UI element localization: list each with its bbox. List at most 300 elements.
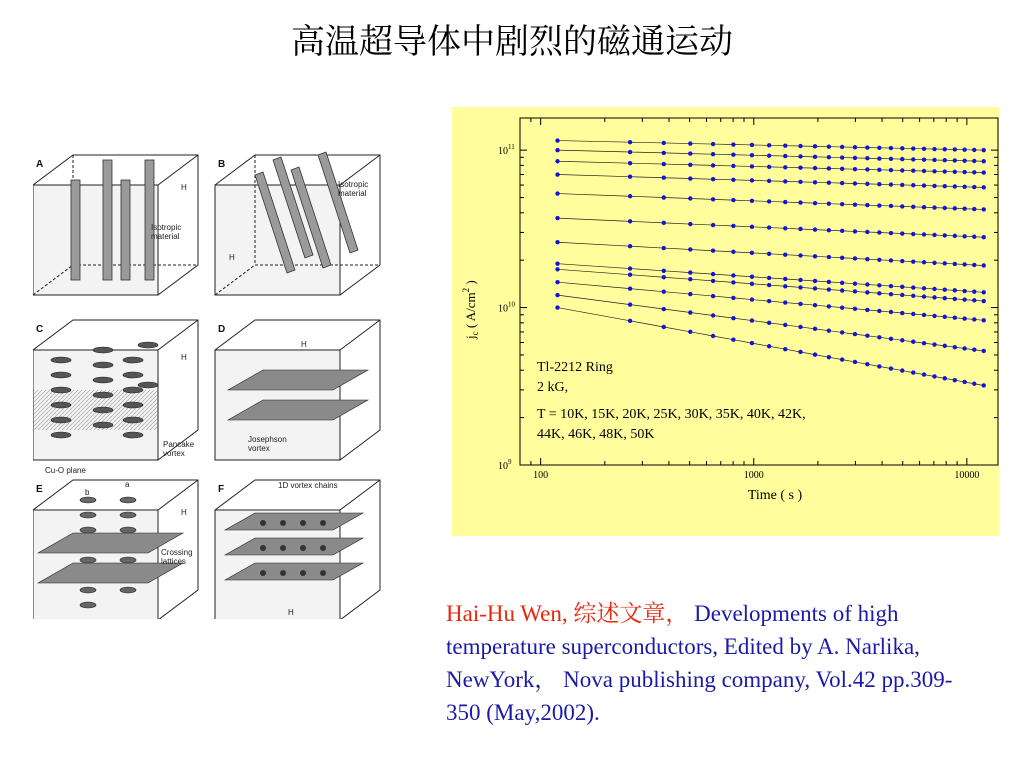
svg-text:Tl-2212 Ring: Tl-2212 Ring [537,360,613,375]
svg-text:44K, 46K, 48K, 50K: 44K, 46K, 48K, 50K [537,427,655,442]
data-point [767,321,771,325]
data-point [662,221,666,225]
data-point [889,182,893,186]
data-point [932,147,936,151]
panel-letter-b: B [218,159,226,170]
data-point [711,294,715,298]
data-point [972,382,976,386]
data-point [911,259,915,263]
y-axis-label: $j_c$ ( $A/cm^2$ ) [461,280,480,339]
data-point [953,234,957,238]
data-point [827,304,831,308]
data-point [628,302,632,306]
data-point [688,277,692,281]
data-point [922,157,926,161]
data-point [662,289,666,293]
data-point [877,258,881,262]
data-point [982,263,986,267]
panel-letter-c: C [36,324,44,335]
data-point [840,167,844,171]
data-point [932,314,936,318]
data-point [840,281,844,285]
data-point [798,200,802,204]
svg-text:2 kG,: 2 kG, [537,380,569,395]
data-point [982,235,986,239]
data-point [943,147,947,151]
data-point [853,145,857,149]
data-point [628,244,632,248]
data-point [688,141,692,145]
data-point [750,143,754,147]
data-point [798,227,802,231]
data-point [865,230,869,234]
data-point [865,203,869,207]
data-point [731,273,735,277]
data-point [750,282,754,286]
data-point [911,370,915,374]
series-11 [555,305,986,387]
data-point [932,184,936,188]
data-point [922,372,926,376]
data-point [932,169,936,173]
data-point [750,318,754,322]
data-point [900,368,904,372]
data-point [911,232,915,236]
data-point [889,258,893,262]
series-8 [555,267,986,303]
data-point [813,155,817,159]
data-point [750,178,754,182]
data-point [750,199,754,203]
data-point [922,341,926,345]
data-point [798,154,802,158]
data-point [982,159,986,163]
data-point [953,262,957,266]
data-point [731,153,735,157]
svg-text:material: material [338,189,367,198]
svg-text:lattices: lattices [161,557,186,566]
data-point [953,378,957,382]
data-point [889,292,893,296]
data-point [711,142,715,146]
data-point [555,267,559,271]
data-point [853,332,857,336]
data-point [798,166,802,170]
data-point [628,219,632,223]
data-point [943,206,947,210]
data-point [922,147,926,151]
data-point [943,261,947,265]
data-point [853,156,857,160]
data-point [767,165,771,169]
data-point [889,146,893,150]
data-point [555,280,559,284]
data-point [750,297,754,301]
data-point [889,157,893,161]
series-4 [555,191,986,211]
data-point [972,263,976,267]
data-point [798,325,802,329]
svg-text:H: H [288,608,294,617]
data-point [877,291,881,295]
data-point [688,176,692,180]
data-point [972,170,976,174]
data-point [783,179,787,183]
data-point [900,146,904,150]
data-point [911,205,915,209]
data-point [555,216,559,220]
svg-text:Cu-O plane: Cu-O plane [45,466,86,475]
data-point [662,176,666,180]
data-point [783,284,787,288]
data-point [813,227,817,231]
data-point [853,202,857,206]
data-point [932,205,936,209]
data-point [962,316,966,320]
data-point [982,318,986,322]
data-point [922,260,926,264]
data-point [750,164,754,168]
data-point [827,228,831,232]
data-point [628,140,632,144]
data-point [750,275,754,279]
data-point [911,340,915,344]
data-point [865,308,869,312]
data-point [932,342,936,346]
data-point [922,183,926,187]
data-point [877,203,881,207]
data-point [798,253,802,257]
data-point [900,338,904,342]
data-point [911,183,915,187]
svg-text:vortex: vortex [248,444,270,453]
slide-title: 高温超导体中剧烈的磁通运动 [291,22,733,62]
data-point [900,311,904,315]
data-point [972,289,976,293]
data-point [813,166,817,170]
data-point [953,147,957,151]
data-point [911,312,915,316]
data-point [922,294,926,298]
data-point [943,315,947,319]
data-point [953,288,957,292]
data-point [767,252,771,256]
data-point [783,277,787,281]
data-point [827,201,831,205]
data-point [711,313,715,317]
data-point [982,185,986,189]
data-point [731,316,735,320]
data-point [628,266,632,270]
data-point [877,168,881,172]
data-point [750,225,754,229]
data-point [972,235,976,239]
data-point [798,302,802,306]
data-point [953,316,957,320]
data-point [555,159,559,163]
data-point [877,364,881,368]
data-point [877,156,881,160]
series-1 [555,148,986,164]
data-point [711,223,715,227]
data-point [962,148,966,152]
data-point [783,165,787,169]
data-point [972,348,976,352]
data-point [943,344,947,348]
data-point [962,289,966,293]
data-point [628,319,632,323]
data-point [827,144,831,148]
chart-panel [452,107,999,536]
data-point [711,152,715,156]
data-point [628,150,632,154]
data-point [731,178,735,182]
data-point [827,155,831,159]
data-point [972,185,976,189]
data-point [865,334,869,338]
data-point [628,273,632,277]
data-point [953,184,957,188]
y-tick-label: $10^{10}$ [498,300,515,315]
data-point [865,282,869,286]
data-point [972,207,976,211]
data-point [840,288,844,292]
data-point [922,205,926,209]
data-point [688,163,692,167]
data-point [953,158,957,162]
data-point [767,225,771,229]
svg-text:Pancake: Pancake [163,440,195,449]
data-point [943,287,947,291]
data-point [865,362,869,366]
panel-letter-f: F [218,484,225,495]
svg-text:H: H [181,508,187,517]
data-point [711,197,715,201]
data-point [662,307,666,311]
data-point [783,226,787,230]
data-point [767,179,771,183]
data-point [911,294,915,298]
data-point [962,380,966,384]
data-point [889,231,893,235]
data-point [750,153,754,157]
data-point [628,286,632,290]
data-point [813,279,817,283]
data-point [972,317,976,321]
data-point [889,284,893,288]
data-point [840,181,844,185]
data-point [900,157,904,161]
data-point [783,143,787,147]
data-point [877,335,881,339]
series-0 [555,138,986,152]
svg-text:H: H [229,253,235,262]
data-point [767,276,771,280]
data-point [628,175,632,179]
data-point [711,163,715,167]
data-point [731,164,735,168]
data-point [962,234,966,238]
data-point [662,195,666,199]
data-point [962,159,966,163]
data-point [922,169,926,173]
data-point [813,286,817,290]
series-6 [555,240,986,268]
svg-text:Isotropic: Isotropic [338,180,369,189]
data-point [953,170,957,174]
data-point [555,293,559,297]
panel-letter-d: D [218,324,226,335]
citation-author: Hai-Hu Wen, 综述文章， [446,601,689,626]
svg-text:b: b [85,488,90,497]
data-point [798,278,802,282]
data-point [865,290,869,294]
data-point [877,309,881,313]
series-3 [555,172,986,189]
svg-text:H: H [181,353,187,362]
data-point [911,146,915,150]
y-tick-label: $10^9$ [498,458,512,472]
data-point [731,296,735,300]
data-point [840,330,844,334]
data-point [932,261,936,265]
data-point [688,310,692,314]
data-point [932,374,936,378]
data-point [840,229,844,233]
data-point [711,249,715,253]
data-point [783,200,787,204]
svg-text:Crossing: Crossing [161,548,193,557]
data-point [922,313,926,317]
data-point [783,323,787,327]
data-point [840,155,844,159]
data-point [813,327,817,331]
data-point [827,166,831,170]
data-point [750,341,754,345]
data-point [982,383,986,387]
x-axis-label: Time ( s ) [747,488,803,503]
data-point [900,293,904,297]
svg-text:H: H [301,340,307,349]
data-point [911,157,915,161]
data-point [982,349,986,353]
data-point [711,177,715,181]
data-point [943,296,947,300]
data-point [900,204,904,208]
data-point [853,167,857,171]
data-point [853,289,857,293]
data-point [827,287,831,291]
data-point [865,156,869,160]
data-point [688,292,692,296]
data-point [962,346,966,350]
svg-text:Isotropic: Isotropic [151,223,182,232]
data-point [731,142,735,146]
data-point [767,299,771,303]
data-point [813,144,817,148]
data-point [972,298,976,302]
data-point [783,300,787,304]
svg-text:T = 10K, 15K, 20K, 25K, 30K, 3: T = 10K, 15K, 20K, 25K, 30K, 35K, 40K, 42K, [537,407,806,422]
data-point [827,355,831,359]
data-point [889,366,893,370]
data-point [865,257,869,261]
data-point [767,344,771,348]
data-point [972,159,976,163]
data-point [827,280,831,284]
data-point [943,158,947,162]
series-2 [555,159,986,175]
svg-text:H: H [181,183,187,192]
citation [446,597,986,729]
data-point [962,297,966,301]
vortex-schematic-figure [33,135,385,619]
data-point [877,146,881,150]
x-tick-label: 1000 [743,470,764,481]
data-point [840,202,844,206]
data-point [813,201,817,205]
data-point [813,254,817,258]
data-point [953,345,957,349]
data-point [731,250,735,254]
data-point [943,376,947,380]
data-point [555,191,559,195]
data-point [911,285,915,289]
data-point [688,330,692,334]
data-point [900,259,904,263]
data-point [889,337,893,341]
data-point [662,325,666,329]
data-point [982,299,986,303]
data-point [877,182,881,186]
data-point [813,303,817,307]
data-point [688,151,692,155]
data-point [798,285,802,289]
data-point [932,233,936,237]
data-point [711,272,715,276]
data-point [982,170,986,174]
data-point [662,275,666,279]
data-point [783,252,787,256]
data-point [827,181,831,185]
data-point [731,224,735,228]
data-point [767,143,771,147]
data-point [865,145,869,149]
data-point [783,347,787,351]
data-point [555,138,559,142]
data-point [943,184,947,188]
data-point [911,169,915,173]
data-point [900,231,904,235]
data-point [662,246,666,250]
data-point [853,307,857,311]
data-point [962,185,966,189]
data-point [889,310,893,314]
data-point [853,181,857,185]
svg-text:Josephson: Josephson [248,435,287,444]
data-point [900,183,904,187]
data-point [798,144,802,148]
data-point [922,232,926,236]
data-point [877,230,881,234]
data-point [662,162,666,166]
data-point [628,161,632,165]
data-point [953,297,957,301]
data-point [767,153,771,157]
jc-vs-time-chart [452,107,999,536]
data-point [932,287,936,291]
chart-annotation [537,360,806,442]
